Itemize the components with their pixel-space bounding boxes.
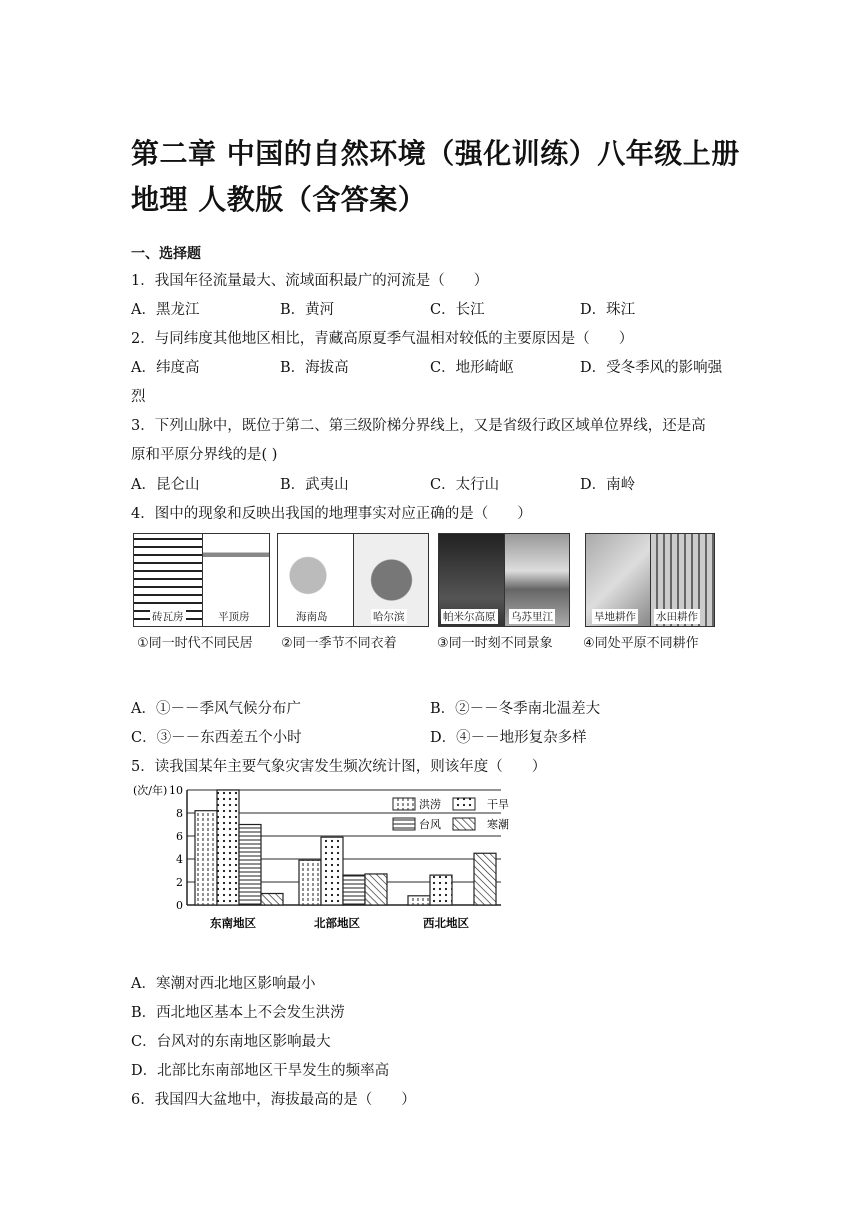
y-tick-label: 0: [176, 899, 183, 912]
question-2-option-c: C．地形崎岖: [430, 360, 514, 376]
panel-4-left-label: 旱地耕作: [594, 611, 636, 623]
panel-2-caption: ②同一季节不同衣着: [281, 636, 397, 651]
panel-4-caption: ④同处平原不同耕作: [583, 636, 699, 651]
bar: [261, 894, 283, 906]
question-3-stem-continued: 原和平原分界线的是( ): [131, 447, 278, 463]
legend-swatch: [453, 798, 475, 810]
bar: [343, 875, 365, 905]
question-5-stem: 5．读我国某年主要气象灾害发生频次统计图，则该年度（ ）: [131, 759, 547, 775]
disaster-frequency-chart: [131, 778, 531, 936]
bar: [365, 874, 387, 905]
panel-4-right-label: 水田耕作: [656, 611, 698, 623]
chart-legend: [393, 797, 509, 831]
chart-y-unit-label: (次/年): [133, 784, 168, 797]
x-category-label: 北部地区: [314, 916, 360, 930]
bar: [239, 825, 261, 906]
question-4-option-c: C．③－－东西差五个小时: [131, 730, 302, 746]
question-1-option-d: D．珠江: [580, 302, 636, 318]
photo-panel-clothing: [277, 533, 429, 627]
legend-label: 洪涝: [419, 798, 441, 811]
panel-3-right-label: 乌苏里江: [511, 611, 553, 623]
panel-3-caption: ③同一时刻不同景象: [437, 636, 553, 651]
question-3-option-a: A．昆仑山: [131, 477, 200, 493]
panel-1-left-label: 砖瓦房: [152, 611, 184, 623]
bar: [299, 860, 321, 905]
chart-bars: [195, 790, 496, 905]
question-1-option-a: A．黑龙江: [131, 302, 200, 318]
photo-panel-farming: [585, 533, 715, 627]
section-heading: 一、选择题: [131, 246, 201, 262]
panel-2-right-label: 哈尔滨: [373, 611, 405, 623]
legend-swatch: [393, 818, 415, 830]
question-1-option-b: B．黄河: [280, 302, 335, 318]
question-5-option-b: B．西北地区基本上不会发生洪涝: [131, 1005, 345, 1021]
question-2-option-a: A．纬度高: [131, 360, 200, 376]
question-5-option-a: A．寒潮对西北地区影响最小: [131, 976, 316, 992]
photo-panel-scenery: [438, 533, 570, 627]
question-4-stem: 4．图中的现象和反映出我国的地理事实对应正确的是（ ）: [131, 506, 532, 522]
legend-swatch: [393, 798, 415, 810]
panel-1-caption: ①同一时代不同民居: [137, 636, 253, 651]
document-title: 第二章 中国的自然环境（强化训练）八年级上册地理 人教版（含答案）: [131, 137, 740, 216]
question-2-option-d-wrap: 烈: [131, 389, 146, 405]
question-2-stem: 2．与同纬度其他地区相比，青藏高原夏季气温相对较低的主要原因是（ ）: [131, 331, 634, 347]
bar: [474, 853, 496, 905]
x-category-label: 西北地区: [423, 916, 469, 930]
panel-2-left-label: 海南岛: [296, 611, 328, 623]
y-tick-label: 6: [176, 830, 183, 843]
bar: [321, 837, 343, 905]
question-5-option-c: C．台风对的东南地区影响最大: [131, 1034, 331, 1050]
question-1-option-c: C．长江: [430, 302, 485, 318]
question-4-option-d: D．④－－地形复杂多样: [430, 730, 587, 746]
question-3-option-d: D．南岭: [580, 477, 636, 493]
question-3-option-b: B．武夷山: [280, 477, 349, 493]
y-tick-label: 10: [169, 784, 183, 797]
y-tick-label: 8: [176, 807, 183, 820]
y-tick-label: 4: [176, 853, 183, 866]
question-3-option-c: C．太行山: [430, 477, 500, 493]
legend-label: 干旱: [487, 798, 509, 811]
legend-label: 寒潮: [487, 818, 509, 831]
y-tick-label: 2: [176, 876, 183, 889]
question-6-stem: 6．我国四大盆地中，海拔最高的是（ ）: [131, 1092, 416, 1108]
legend-swatch: [453, 818, 475, 830]
panel-3-left-label: 帕米尔高原: [443, 611, 496, 623]
bar: [195, 811, 217, 905]
question-5-option-d: D．北部比东南部地区干旱发生的频率高: [131, 1063, 390, 1079]
bar: [217, 790, 239, 905]
question-2-option-d: D．受冬季风的影响强: [580, 360, 723, 376]
question-1-stem: 1．我国年径流量最大、流域面积最广的河流是（ ）: [131, 273, 489, 289]
question-4-option-b: B．②－－冬季南北温差大: [430, 701, 601, 717]
question-4-option-a: A．①－－季风气候分布广: [131, 701, 301, 717]
bar: [430, 875, 452, 905]
legend-label: 台风: [419, 818, 441, 831]
panel-1-right-label: 平顶房: [218, 611, 250, 623]
photo-panel-dwellings: [133, 533, 270, 627]
question-2-option-b: B．海拔高: [280, 360, 349, 376]
x-category-label: 东南地区: [210, 916, 256, 930]
bar: [408, 896, 430, 905]
question-3-stem: 3．下列山脉中，既位于第二、第三级阶梯分界线上，又是省级行政区域单位界线，还是高: [131, 418, 706, 434]
